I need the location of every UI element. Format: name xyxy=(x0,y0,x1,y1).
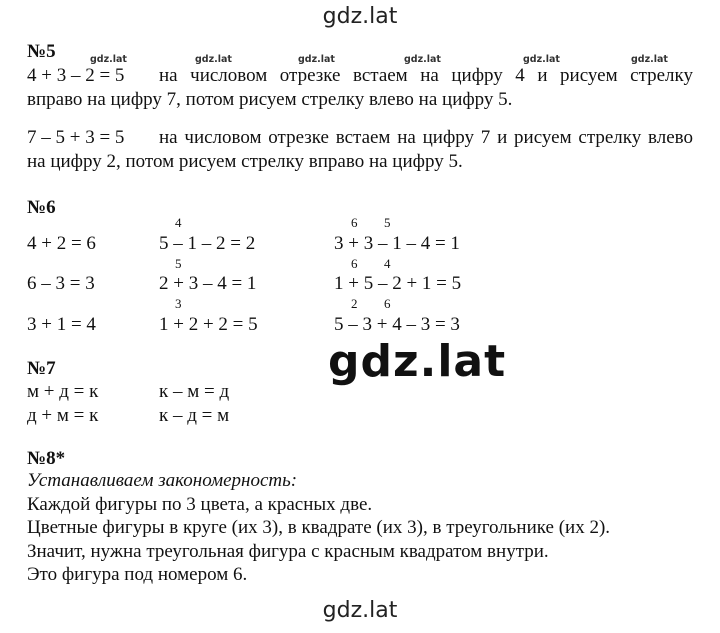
task6-col1-row1: 4 + 2 = 6 xyxy=(27,233,96,254)
task6-col3-sup-1a: 6 xyxy=(351,215,358,230)
watermark-small: gdz.lat xyxy=(523,54,560,65)
task6-col3-sup-2b: 4 xyxy=(384,256,391,271)
task5-expression-1: 4 + 3 – 2 = 5 xyxy=(27,65,125,86)
watermark-small: gdz.lat xyxy=(195,54,232,65)
watermark-bottom: gdz.lat xyxy=(322,598,398,623)
task6-col2-row1: 5 – 1 – 2 = 2 xyxy=(159,233,256,254)
task8-heading: №8* xyxy=(27,448,66,469)
task6-col2-row3: 1 + 2 + 2 = 5 xyxy=(159,314,258,335)
task8-line-2: Цветные фигуры в круге (их 3), в квадрате (их 3), в треугольнике (их 2). xyxy=(27,517,611,538)
task6-col2-sup-3: 3 xyxy=(175,296,182,311)
task8-line-1: Каждой фигуры по 3 цвета, а красных две. xyxy=(27,494,373,515)
task6-col2-row2: 2 + 3 – 4 = 1 xyxy=(159,273,257,294)
watermark-small: gdz.lat xyxy=(298,54,335,65)
task6-col3-row2: 1 + 5 – 2 + 1 = 5 xyxy=(334,273,462,294)
task7-row1-right: к – м = д xyxy=(159,381,230,402)
task7-heading: №7 xyxy=(27,358,56,379)
task8-line-4: Это фигура под номером 6. xyxy=(27,564,248,585)
task7-row2-right: к – д = м xyxy=(159,405,230,426)
task5-line-3: на числовом отрезке встаем на цифру 7 и рисуем стрелку влево xyxy=(159,127,693,148)
watermark-top: gdz.lat xyxy=(322,4,398,29)
task5-line-2: вправо на цифру 7, потом рисуем стрелку влево на цифру 5. xyxy=(27,89,513,110)
task6-col3-sup-2a: 6 xyxy=(351,256,358,271)
watermark-center: gdz.lat xyxy=(328,336,507,387)
task7-row1-left: м + д = к xyxy=(27,381,99,402)
task6-col3-sup-3a: 2 xyxy=(351,296,358,311)
task8-intro: Устанавливаем закономерность: xyxy=(27,470,298,491)
task6-col2-sup-1: 4 xyxy=(175,215,182,230)
task5-heading: №5 xyxy=(27,41,56,62)
watermark-small: gdz.lat xyxy=(90,54,127,65)
task6-col1-row2: 6 – 3 = 3 xyxy=(27,273,95,294)
task5-line-1: на числовом отрезке встаем на цифру 4 и рисуем стрелку xyxy=(159,65,693,86)
task8-line-3: Значит, нужна треугольная фигура с красным квадратом внутри. xyxy=(27,541,549,562)
task6-col1-row3: 3 + 1 = 4 xyxy=(27,314,96,335)
task6-col3-sup-1b: 5 xyxy=(384,215,391,230)
watermark-small: gdz.lat xyxy=(631,54,668,65)
task6-col3-row1: 3 + 3 – 1 – 4 = 1 xyxy=(334,233,460,254)
task6-col2-sup-2: 5 xyxy=(175,256,182,271)
task6-col3-sup-3b: 6 xyxy=(384,296,391,311)
watermark-small: gdz.lat xyxy=(404,54,441,65)
task5-expression-2: 7 – 5 + 3 = 5 xyxy=(27,127,125,148)
task7-row2-left: д + м = к xyxy=(27,405,99,426)
task6-heading: №6 xyxy=(27,197,56,218)
task6-col3-row3: 5 – 3 + 4 – 3 = 3 xyxy=(334,314,460,335)
task5-line-4: на цифру 2, потом рисуем стрелку вправо на цифру 5. xyxy=(27,151,463,172)
